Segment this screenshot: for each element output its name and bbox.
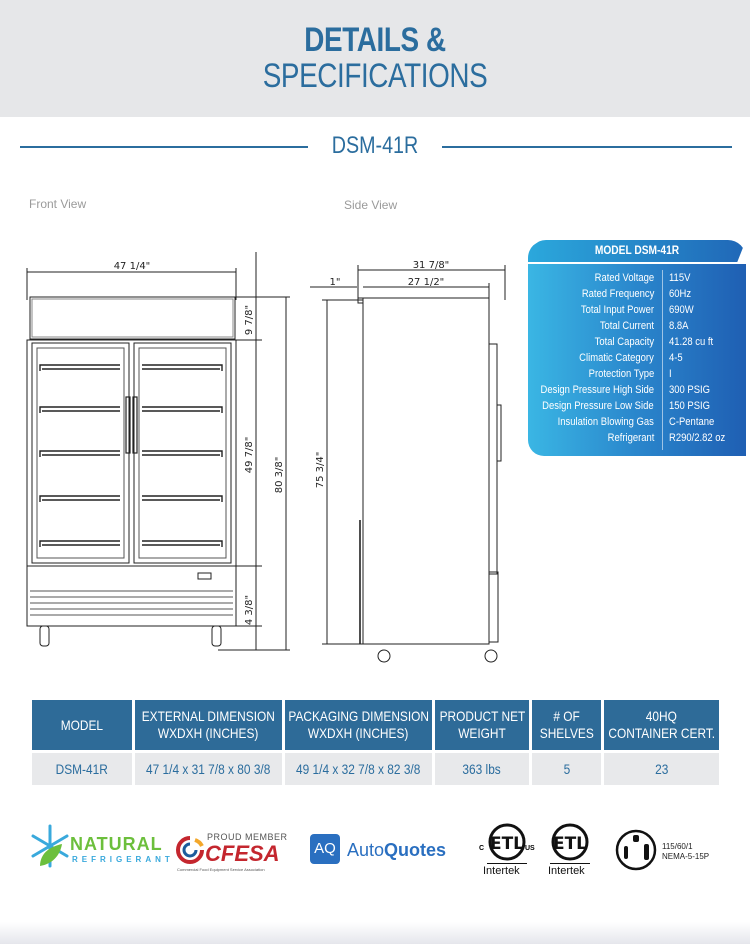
front-width-dim: 47 1/4" <box>113 261 151 272</box>
svg-text:4 3/8": 4 3/8" <box>244 594 255 626</box>
svg-text:31 7/8": 31 7/8" <box>412 260 450 271</box>
side-view-label: Side View <box>344 198 398 212</box>
autoquotes-logo: AutoQuotes <box>347 840 447 860</box>
snowflake-leaf-icon <box>30 824 70 868</box>
spec-row: Total Input Power 690W <box>580 304 694 316</box>
table-header-model: MODEL <box>32 700 132 750</box>
etl-cus-listed-mark: ETL C US Intertek <box>477 822 537 882</box>
svg-text:9 7/8": 9 7/8" <box>244 304 255 336</box>
etl-sanitation-listed-mark: ETL Intertek <box>540 822 600 882</box>
svg-text:ETL: ETL <box>489 834 525 854</box>
certification-logos <box>0 810 750 890</box>
spec-row: Design Pressure Low Side 150 PSIG <box>542 400 711 412</box>
cfesa-swirl-icon <box>175 835 205 865</box>
svg-text:80 3/8": 80 3/8" <box>274 456 285 494</box>
table-header-net-weight: PRODUCT NET WEIGHT <box>435 700 529 750</box>
page-title-line1: DETAILS & <box>304 21 446 59</box>
spec-row: Climatic Category 4-5 <box>579 352 683 364</box>
front-view-label: Front View <box>29 197 87 211</box>
spec-panel-body <box>528 264 746 456</box>
spec-panel <box>528 240 746 456</box>
svg-text:27 1/2": 27 1/2" <box>407 277 445 288</box>
spec-row: Rated Frequency 60Hz <box>581 288 692 300</box>
spec-row: Protection Type I <box>588 368 672 380</box>
etl-circle-icon <box>477 822 537 866</box>
svg-text:49 7/8": 49 7/8" <box>244 436 255 474</box>
table-cell-model: DSM-41R <box>32 753 132 785</box>
spec-row: Total Current 8.8A <box>599 320 689 332</box>
cfesa-logo: PROUD MEMBER CFESA Commercial Food Equipment Service Association <box>177 832 288 872</box>
spec-row: Insulation Blowing Gas C-Pentane <box>557 416 715 428</box>
spec-row: Rated Voltage 115V <box>594 272 691 284</box>
spec-row: Design Pressure High Side 300 PSIG <box>540 384 711 396</box>
table-cell-packaging-dimension: 49 1/4 x 32 7/8 x 82 3/8 <box>285 753 432 785</box>
table-header-external-dimension: EXTERNAL DIMENSION WXDXH (INCHES) <box>135 700 282 750</box>
etl-sanitation-circle-icon <box>540 822 600 866</box>
table-header-packaging-dimension: PACKAGING DIMENSION WXDXH (INCHES) <box>285 700 432 750</box>
svg-text:1": 1" <box>329 277 341 288</box>
table-cell-net-weight: 363 lbs <box>435 753 529 785</box>
nema-plug-icon <box>614 828 658 872</box>
model-title: DSM-41R <box>331 132 419 159</box>
footer-fade <box>0 922 750 944</box>
spec-panel-title: MODEL DSM-41R <box>594 243 680 257</box>
page-title-line2: SPECIFICATIONS <box>262 57 488 95</box>
table-cell-external-dimension: 47 1/4 x 31 7/8 x 80 3/8 <box>135 753 282 785</box>
table-header-shelves: # OF SHELVES <box>532 700 601 750</box>
table-header-container-cert: 40HQ CONTAINER CERT. <box>604 700 719 750</box>
natural-refrigerant-logo: NATURAL REFRIGERANT <box>30 824 170 872</box>
svg-text:ETL: ETL <box>552 834 588 854</box>
spec-row: Refrigerant R290/2.82 oz <box>607 432 726 444</box>
plug-spec: 115/60/1 NEMA-5-15P <box>662 842 710 861</box>
svg-text:75 3/4": 75 3/4" <box>315 451 326 489</box>
table-cell-shelves: 5 <box>532 753 601 785</box>
table-cell-container-cert: 23 <box>604 753 719 785</box>
aq-badge: AQ <box>310 834 340 864</box>
spec-row: Total Capacity 41.28 cu ft <box>594 336 714 348</box>
